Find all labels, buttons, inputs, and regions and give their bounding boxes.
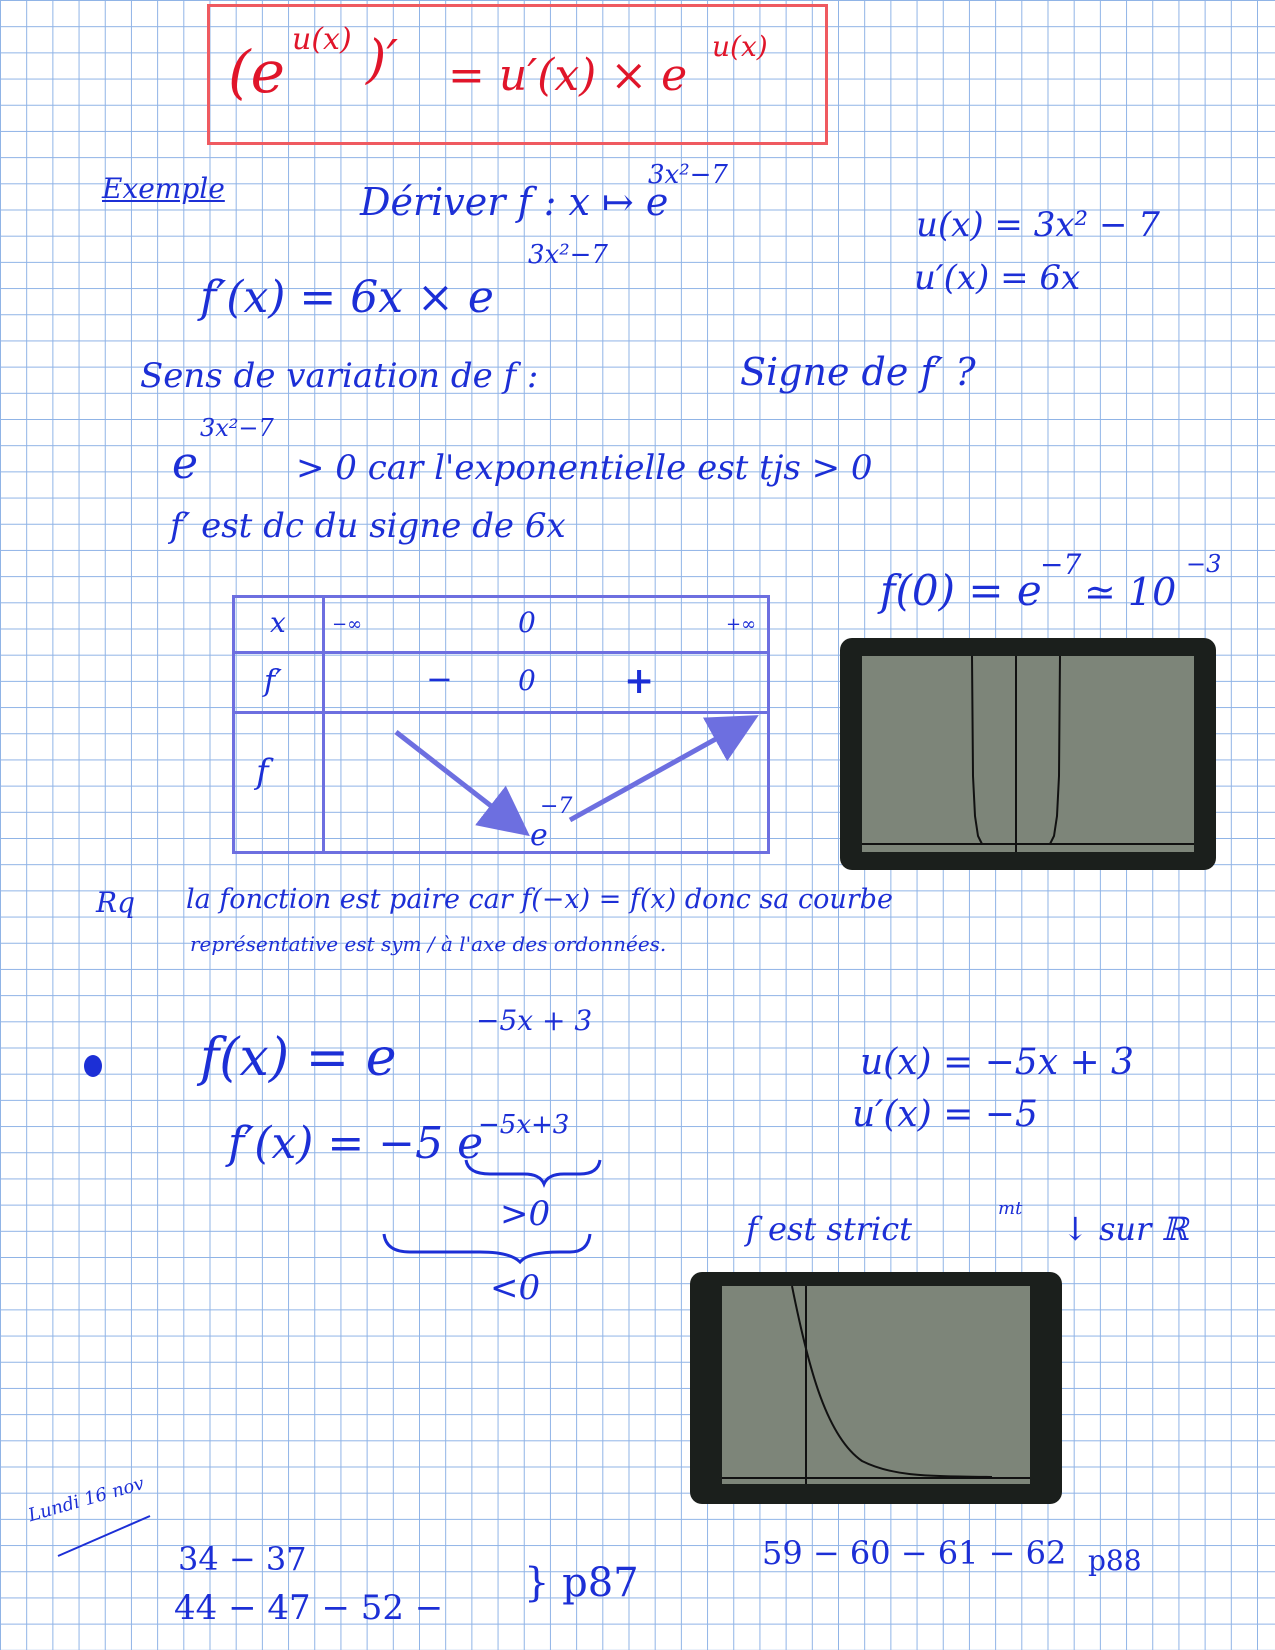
variation-question: Signe de f′ ? — [740, 350, 976, 394]
example2-conclusion-sup: mt — [998, 1198, 1023, 1219]
remark-label: Rq — [96, 886, 136, 919]
table-x-label: x — [270, 606, 286, 639]
formula-left-sup: u(x) — [292, 22, 352, 57]
homework-page1: } p87 — [524, 1560, 639, 1606]
example2-conclusion-end: ↓ sur ℝ — [1062, 1210, 1189, 1248]
example2-f-sup: −5x + 3 — [476, 1004, 593, 1037]
example-task: Dériver f : x ↦ e — [360, 180, 669, 224]
table-plus-inf: +∞ — [726, 614, 757, 635]
f0-value: f(0) = e — [880, 566, 1042, 615]
f0-sup: −7 — [1040, 548, 1082, 581]
table-f-label: f — [256, 752, 269, 792]
f0-approx: ≃ 10 — [1084, 570, 1177, 614]
example-label: Exemple — [102, 172, 225, 205]
f0-approx-sup: −3 — [1186, 550, 1222, 578]
homework-page2: p88 — [1088, 1544, 1142, 1577]
example2-u: u(x) = −5x + 3 — [860, 1042, 1134, 1083]
table-zero: 0 — [518, 606, 536, 639]
formula-right: = u′(x) × e — [448, 50, 688, 101]
variation-line2: f′ est dc du signe de 6x — [170, 506, 566, 546]
variation-line1-e: e — [172, 438, 199, 489]
example-u-prime: u′(x) = 6x — [914, 258, 1081, 298]
variation-line1: > 0 car l'exponentielle est tjs > 0 — [296, 448, 873, 488]
remark-line1: la fonction est paire car f(−x) = f(x) donc sa courbe — [186, 884, 893, 915]
variation-heading: Sens de variation de f : — [140, 356, 539, 396]
example2-lt0: <0 — [490, 1268, 541, 1308]
homework-date: Lundi 16 nov — [26, 1473, 147, 1527]
example2-conclusion: f est strict — [746, 1210, 912, 1248]
homework-line2: 44 − 47 − 52 − — [174, 1588, 444, 1628]
remark-line2: représentative est sym / à l'axe des ordonnées. — [190, 932, 667, 956]
table-fprime-zero: 0 — [518, 664, 536, 697]
homework-line3: 59 − 60 − 61 − 62 — [762, 1534, 1067, 1572]
formula-left-close: )′ — [366, 30, 399, 90]
table-f-min: e — [530, 818, 548, 853]
table-fprime-pos: + — [624, 660, 655, 702]
example-derivative-sup: 3x²−7 — [528, 240, 608, 270]
homework-line1: 34 − 37 — [178, 1540, 307, 1578]
example2-f: f(x) = e — [200, 1028, 397, 1088]
table-f-min-sup: −7 — [540, 794, 573, 819]
table-minus-inf: −∞ — [332, 614, 363, 635]
example2-fprime-sup: −5x+3 — [478, 1110, 570, 1140]
example2-fprime: f′(x) = −5 e — [228, 1118, 484, 1169]
formula-right-sup: u(x) — [712, 30, 768, 63]
example2-u-prime: u′(x) = −5 — [852, 1094, 1038, 1135]
formula-left: (e — [228, 38, 285, 106]
example-task-sup: 3x²−7 — [648, 160, 728, 190]
variation-line1-sup: 3x²−7 — [200, 414, 274, 442]
example2-gt0: >0 — [500, 1194, 551, 1234]
example-derivative: f′(x) = 6x × e — [200, 272, 494, 323]
table-fprime-neg: − — [426, 660, 453, 698]
table-fprime-label: f′ — [264, 664, 282, 699]
example-u: u(x) = 3x² − 7 — [916, 205, 1160, 245]
